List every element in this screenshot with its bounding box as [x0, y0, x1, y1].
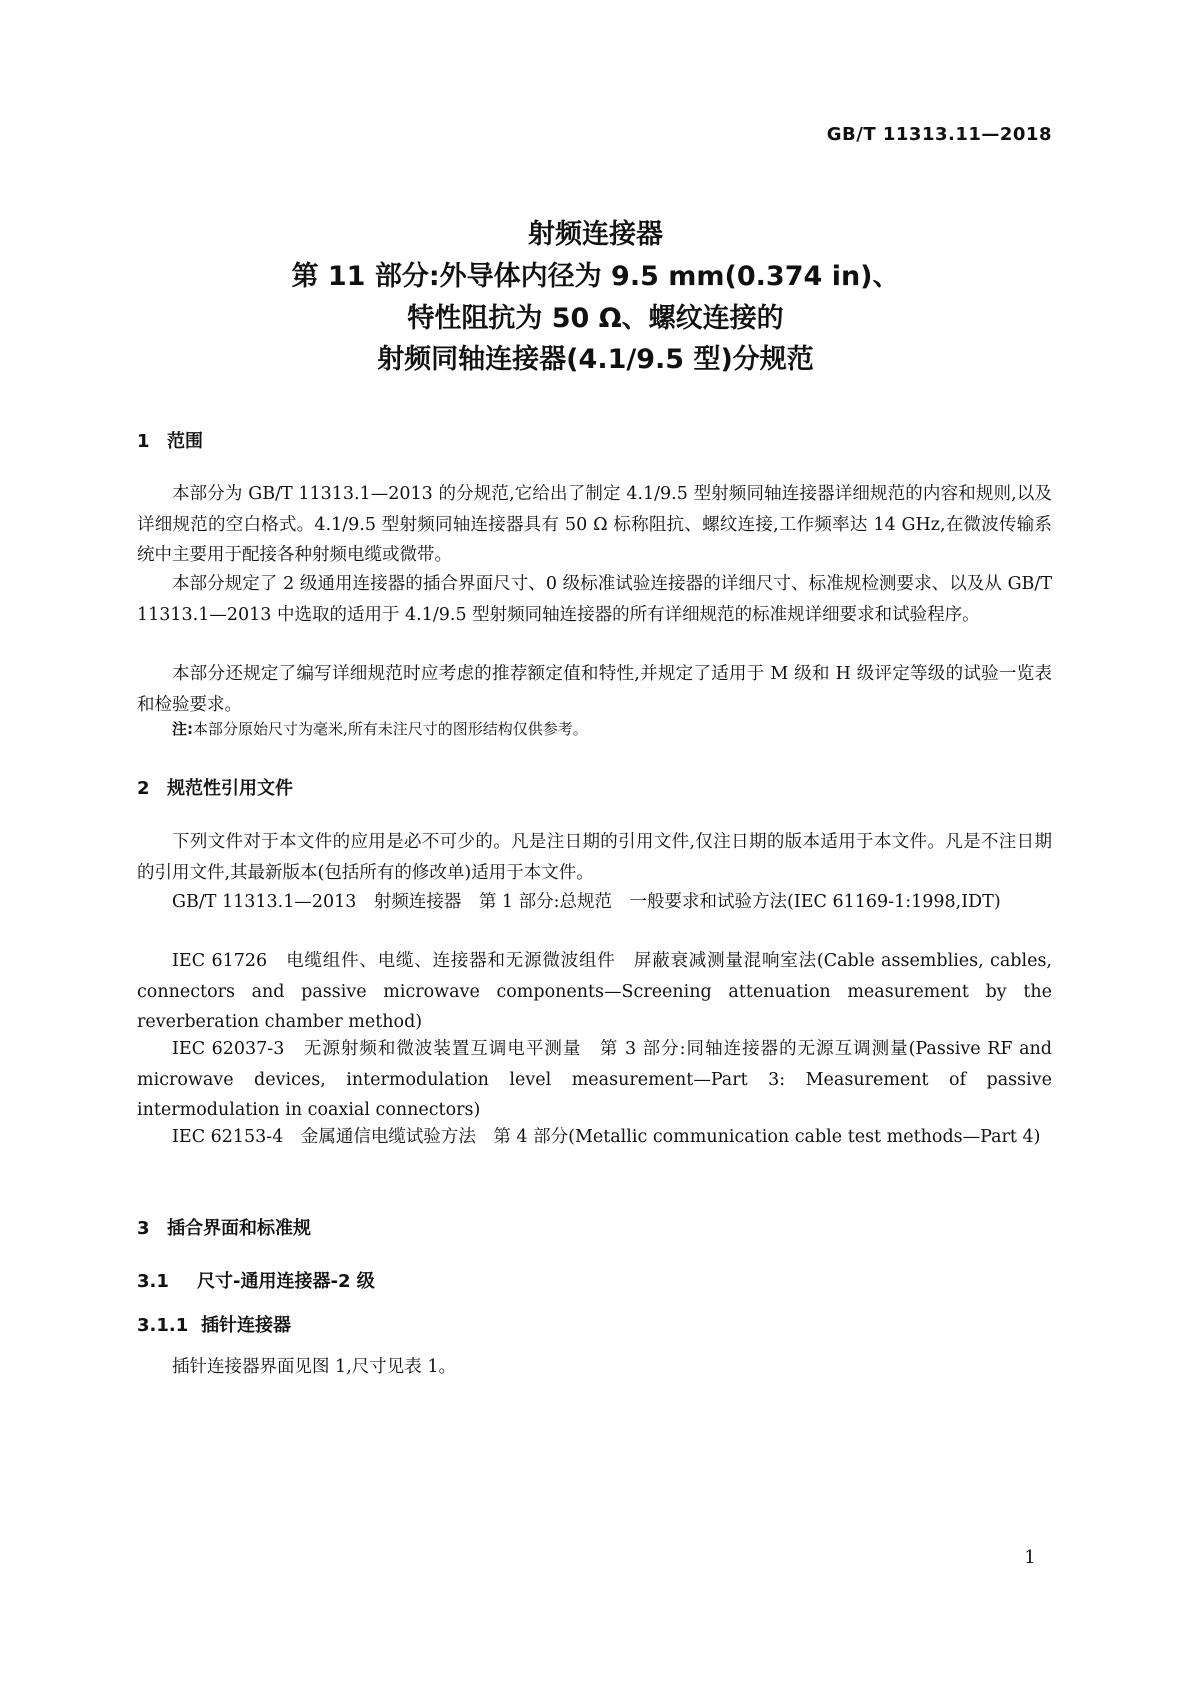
subsection-number: 3.1.1	[137, 1315, 189, 1336]
subsection-title: 尺寸-通用连接器-2 级	[197, 1271, 375, 1292]
section-1-paragraph-3: 本部分还规定了编写详细规范时应考虑的推荐额定值和特性,并规定了适用于 M 级和 H 级评定等级的试验一览表和检验要求。	[137, 664, 1052, 715]
title-line-2: 第 11 部分:外导体内径为 9.5 mm(0.374 in)、	[291, 261, 900, 292]
page-number: 1	[1024, 1547, 1036, 1568]
section-1-heading	[137, 427, 203, 453]
section-1-paragraph-2: 本部分规定了 2 级通用连接器的插合界面尺寸、0 级标准试验连接器的详细尺寸、标准规检测要求、以及从 GB/T 11313.1—2013 中选取的适用于 4.1/9.5 型射频同轴连接器的所有详细规范的标准规详细要求和试验程序。	[137, 574, 1052, 625]
reference-item: IEC 62037-3 无源射频和微波装置互调电平测量 第 3 部分:同轴连接器的无源互调测量(Passive RF and microwave devices, intermodulation level measurement—Part 3: Measurement of passive intermodulation in coaxial connectors)	[137, 1039, 1052, 1120]
section-number: 3	[137, 1218, 150, 1239]
subsection-3-1-1-text: 插针连接器界面见图 1,尺寸见表 1。	[172, 1357, 456, 1377]
reference-item: IEC 61726 电缆组件、电缆、连接器和无源微波组件 屏蔽衰减测量混响室法(Cable assemblies, cables, connectors and passive microwave components—Screening attenuation measurement by the reverberation chamber method)	[137, 951, 1052, 1032]
reference-item: IEC 62153-4 金属通信电缆试验方法 第 4 部分(Metallic communication cable test methods—Part 4)	[172, 1127, 1041, 1147]
note-text: 本部分原始尺寸为毫米,所有未注尺寸的图形结构仅供参考。	[193, 720, 588, 738]
subsection-title: 插针连接器	[201, 1315, 291, 1336]
section-1-paragraph-1: 本部分为 GB/T 11313.1—2013 的分规范,它给出了制定 4.1/9.5 型射频同轴连接器详细规范的内容和规则,以及详细规范的空白格式。4.1/9.5 型射频同轴连接器具有 50 Ω 标称阻抗、螺纹连接,工作频率达 14 GHz,在微波传输系统中主要用于配接各种射频电缆或微带。	[137, 484, 1052, 565]
title-line-3: 特性阻抗为 50 Ω、螺纹连接的	[407, 303, 784, 334]
section-2-intro: 下列文件对于本文件的应用是必不可少的。凡是注日期的引用文件,仅注日期的版本适用于本文件。凡是不注日期的引用文件,其最新版本(包括所有的修改单)适用于本文件。	[137, 832, 1052, 883]
title-line-1: 射频连接器	[528, 219, 663, 250]
section-2-heading	[137, 774, 293, 800]
section-number: 2	[137, 778, 150, 799]
subsection-3-1-heading	[137, 1267, 375, 1293]
section-1-note	[172, 718, 588, 739]
subsection-3-1-1-heading	[137, 1311, 291, 1337]
section-3-heading	[137, 1214, 311, 1240]
reference-item: GB/T 11313.1—2013 射频连接器 第 1 部分:总规范 一般要求和试验方法(IEC 61169-1:1998,IDT)	[172, 892, 1001, 912]
section-number: 1	[137, 431, 150, 452]
title-line-4: 射频同轴连接器(4.1/9.5 型)分规范	[377, 344, 814, 375]
note-label: 注:	[172, 720, 193, 738]
section-title: 插合界面和标准规	[167, 1218, 311, 1239]
section-title: 范围	[167, 431, 203, 452]
standard-number: GB/T 11313.11—2018	[826, 124, 1052, 145]
subsection-number: 3.1	[137, 1271, 169, 1292]
section-title: 规范性引用文件	[167, 778, 293, 799]
